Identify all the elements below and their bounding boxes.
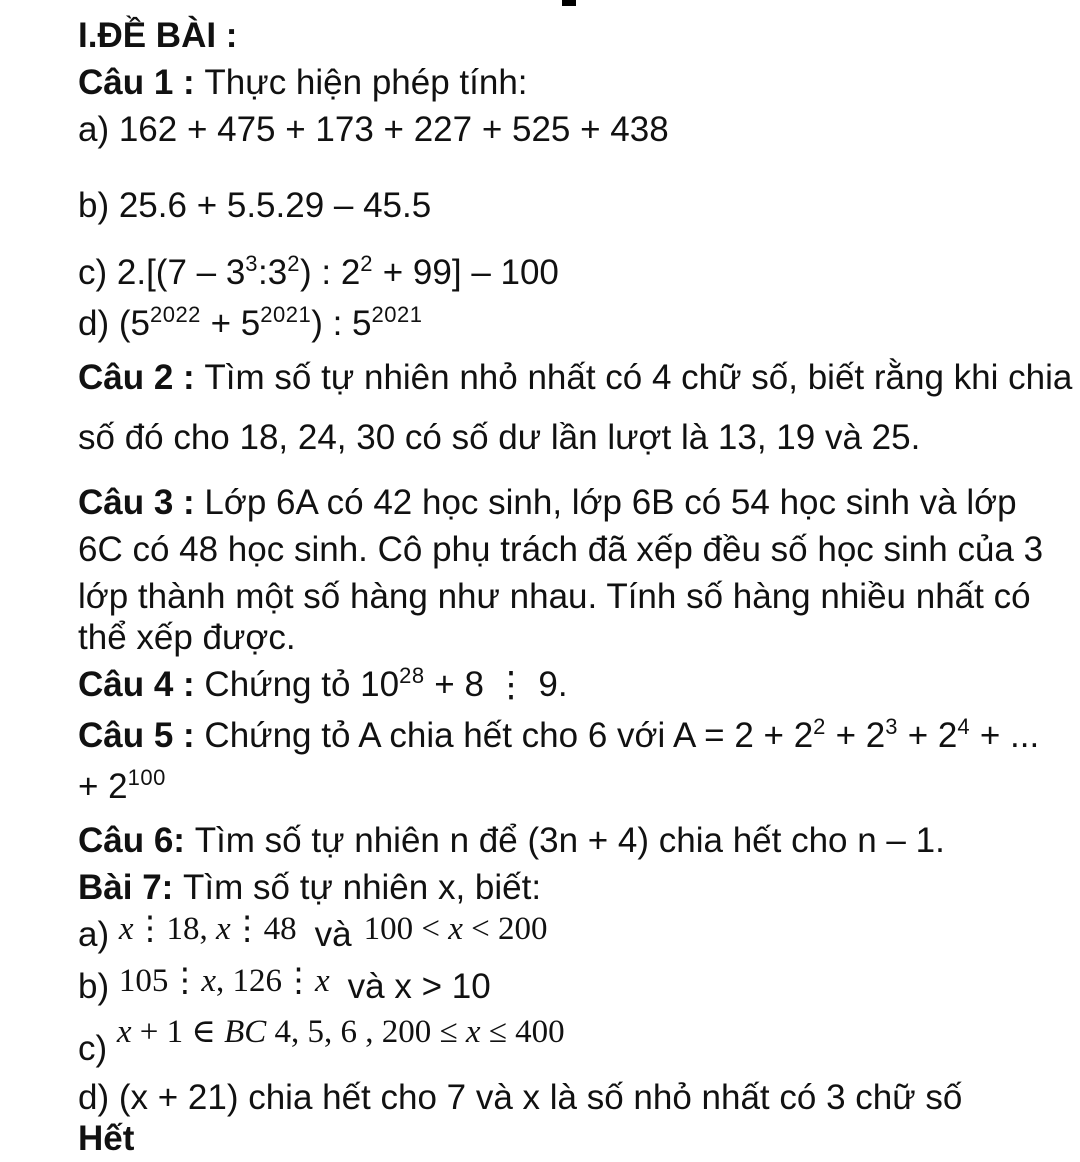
superscript: 2: [360, 251, 374, 276]
cau-1-item-c: [78, 249, 1056, 300]
text-run: Chứng tỏ 10: [204, 665, 400, 704]
question-label: Bài 7:: [78, 868, 184, 907]
text-run: và: [314, 915, 352, 954]
text-run: Tìm số tự nhiên n để (3n + 4) chia hết cho n – 1.: [194, 821, 945, 860]
text-run: Tìm số tự nhiên nhỏ nhất có 4 chữ số, biết rằng khi chia: [204, 358, 1073, 397]
cau-5-text-line-2: [78, 763, 1056, 814]
math-run: + 1 ∈: [131, 1014, 225, 1050]
text-run: 6C có 48 học sinh. Cô phụ trách đã xếp đều số học sinh của 3: [78, 530, 1044, 569]
superscript: 100: [127, 765, 166, 790]
math-var: x: [118, 911, 134, 947]
math-var: x: [116, 1014, 132, 1050]
text-run: b) 25.6 + 5.5.29 – 45.5: [78, 186, 432, 225]
cau-3-text-line-1: [78, 479, 1056, 526]
section-title: I.ĐỀ BÀI :: [78, 16, 238, 55]
text-run: Lớp 6A có 42 học sinh, lớp 6B có 54 học sinh và lớp: [204, 483, 1017, 522]
cau-5-text-line-1: [78, 712, 1056, 763]
item-label: b): [78, 967, 119, 1006]
superscript: 2: [287, 251, 300, 276]
math-run: ⋮18,: [133, 911, 217, 947]
het-label: [78, 1115, 1056, 1162]
cau-1-item-a: [78, 106, 1056, 153]
text-run: + 8 ⋮ 9.: [424, 665, 568, 704]
text-run: c) 2.[(7 – 3: [78, 253, 246, 292]
question-label: Câu 3 :: [78, 483, 205, 522]
cau-3-text-line-2: [78, 526, 1056, 573]
cau-3-text-line-3: [78, 573, 1056, 620]
heading-de-bai: [78, 12, 1056, 59]
text-run: ) : 5: [311, 304, 372, 343]
text-run: d) (x + 21) chia hết cho 7 và x là số nhỏ nhất có 3 chữ số: [78, 1078, 963, 1117]
text-run: Thực hiện phép tính:: [204, 63, 528, 102]
superscript: 2021: [371, 302, 423, 327]
math-run: , 126⋮: [216, 963, 316, 999]
text-run: + ...: [970, 716, 1040, 755]
bai-7-item-a: [78, 911, 1056, 960]
text-run: + 2: [898, 716, 958, 755]
question-label: Câu 1 :: [78, 63, 205, 102]
bai-7-heading: [78, 864, 1056, 911]
superscript: 28: [399, 663, 425, 688]
math-var: x: [216, 911, 231, 947]
bai-7-item-d: [78, 1074, 1056, 1121]
cau-2-text-line-2: [78, 414, 1056, 461]
cau-2-text-line-1: [78, 354, 1073, 401]
text-run: Chứng tỏ A chia hết cho 6 với A = 2 + 2: [204, 716, 814, 755]
math-run: < 200: [462, 911, 548, 947]
cau-1-heading: [78, 59, 1056, 106]
question-label: Câu 4 :: [78, 665, 205, 704]
superscript: 2: [813, 714, 826, 739]
math-var: x: [465, 1014, 481, 1050]
text-run: :3: [258, 253, 288, 292]
math-var: BC: [224, 1014, 267, 1050]
math-var: x: [201, 963, 217, 999]
math-run: ≤ 400: [480, 1014, 565, 1050]
superscript: 4: [957, 714, 971, 739]
math-run: 4, 5, 6 , 200 ≤: [266, 1014, 466, 1050]
superscript: 2022: [149, 302, 201, 327]
text-run: a) 162 + 475 + 173 + 227 + 525 + 438: [78, 110, 669, 149]
question-label: Câu 6:: [78, 821, 195, 860]
question-label: Câu 2 :: [78, 358, 205, 397]
cau-1-item-b: [78, 182, 1056, 229]
text-run: d) (5: [78, 304, 150, 343]
item-label: c): [78, 1029, 117, 1068]
bai-7-item-c: [78, 1014, 1056, 1074]
superscript: 3: [245, 251, 259, 276]
math-var: x: [448, 911, 463, 947]
text-run: lớp thành một số hàng như nhau. Tính số hàng nhiều nhất có: [78, 577, 1031, 616]
text-run: + 2: [825, 716, 886, 755]
question-label: Câu 5 :: [78, 716, 205, 755]
cau-1-item-d: [78, 300, 1056, 351]
bai-7-item-b: [78, 963, 1056, 1012]
text-run: ) : 2: [300, 253, 361, 292]
text-run: + 5: [200, 304, 261, 343]
superscript: 3: [885, 714, 899, 739]
text-run: Tìm số tự nhiên x, biết:: [183, 868, 542, 907]
cau-6-text: [78, 817, 1056, 864]
math-run: ⋮48: [230, 911, 297, 947]
cau-3-text-line-4: [78, 614, 1056, 661]
end-marker: Hết: [78, 1119, 135, 1158]
math-var: x: [315, 963, 330, 999]
cau-4-text: [78, 661, 1056, 712]
text-run: và x > 10: [347, 967, 491, 1006]
text-run: thể xếp được.: [78, 618, 296, 657]
text-run: + 99] – 100: [373, 253, 559, 292]
superscript: 2021: [260, 302, 312, 327]
math-run: 105⋮: [118, 963, 202, 999]
math-run: 100 <: [363, 911, 449, 947]
text-run: + 2: [78, 767, 128, 806]
item-label: a): [78, 915, 119, 954]
text-run: số đó cho 18, 24, 30 có số dư lần lượt là 13, 19 và 25.: [78, 418, 921, 457]
